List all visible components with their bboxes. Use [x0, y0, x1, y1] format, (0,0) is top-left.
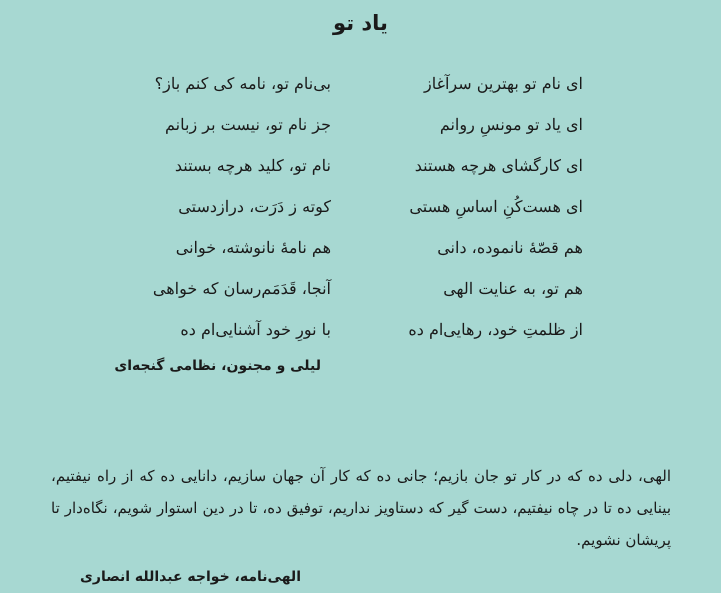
verse-second-hemistich: آنجا، قَدَمَم‌رسان که خواهی: [152, 279, 331, 298]
verse-first-hemistich: ای هست‌کُنِ اساسِ هستی: [409, 197, 583, 216]
poem-verse: [0, 152, 721, 193]
prose-paragraph: الهی، دلی ده که در کار تو جان بازیم؛ جانی ده که کار آن جهان سازیم، دانایی ده که از راه نیفتیم، بینایی ده تا در چاه نیفتیم، دست گیر که دستاویز نداریم، توفیق ده، تا در دین استوار شویم، نگاه‌دار تا پریشان نشویم.: [51, 467, 671, 549]
poem-verse: [0, 193, 721, 234]
verse-first-hemistich: از ظلمتِ خود، رهایی‌ام ده: [408, 320, 583, 339]
prose-attribution: الهی‌نامه، خواجه عبدالله انصاری: [80, 569, 301, 585]
verse-second-hemistich: نام تو، کلید هرچه بستند: [174, 156, 331, 175]
verse-second-hemistich: کوته ز دَرَت، درازدستی: [178, 197, 331, 216]
verse-second-hemistich: بی‌نام تو، نامه کی کنم باز؟: [154, 74, 331, 93]
poem: [0, 70, 721, 357]
verse-second-hemistich: جز نام تو، نیست بر زبانم: [165, 115, 331, 134]
verse-first-hemistich: ای نام تو بهترین سرآغاز: [423, 74, 583, 93]
verse-first-hemistich: هم قصّهٔ نانموده، دانی: [437, 238, 583, 257]
poem-attribution: لیلی و مجنون، نظامی گنجه‌ای: [114, 358, 321, 374]
verse-first-hemistich: هم تو، به عنایت الهی: [443, 279, 583, 298]
poem-verse: [0, 111, 721, 152]
poem-verse: [0, 70, 721, 111]
poem-verse: [0, 234, 721, 275]
verse-first-hemistich: ای یاد تو مونسِ روانم: [439, 115, 583, 134]
verse-second-hemistich: با نورِ خود آشنایی‌ام ده: [180, 320, 331, 339]
verse-first-hemistich: ای کارگشای هرچه هستند: [414, 156, 583, 175]
lesson-title: یاد تو: [333, 11, 388, 35]
verse-second-hemistich: هم نامهٔ نانوشته، خوانی: [175, 238, 331, 257]
poem-verse: [0, 316, 721, 357]
poem-verse: [0, 275, 721, 316]
